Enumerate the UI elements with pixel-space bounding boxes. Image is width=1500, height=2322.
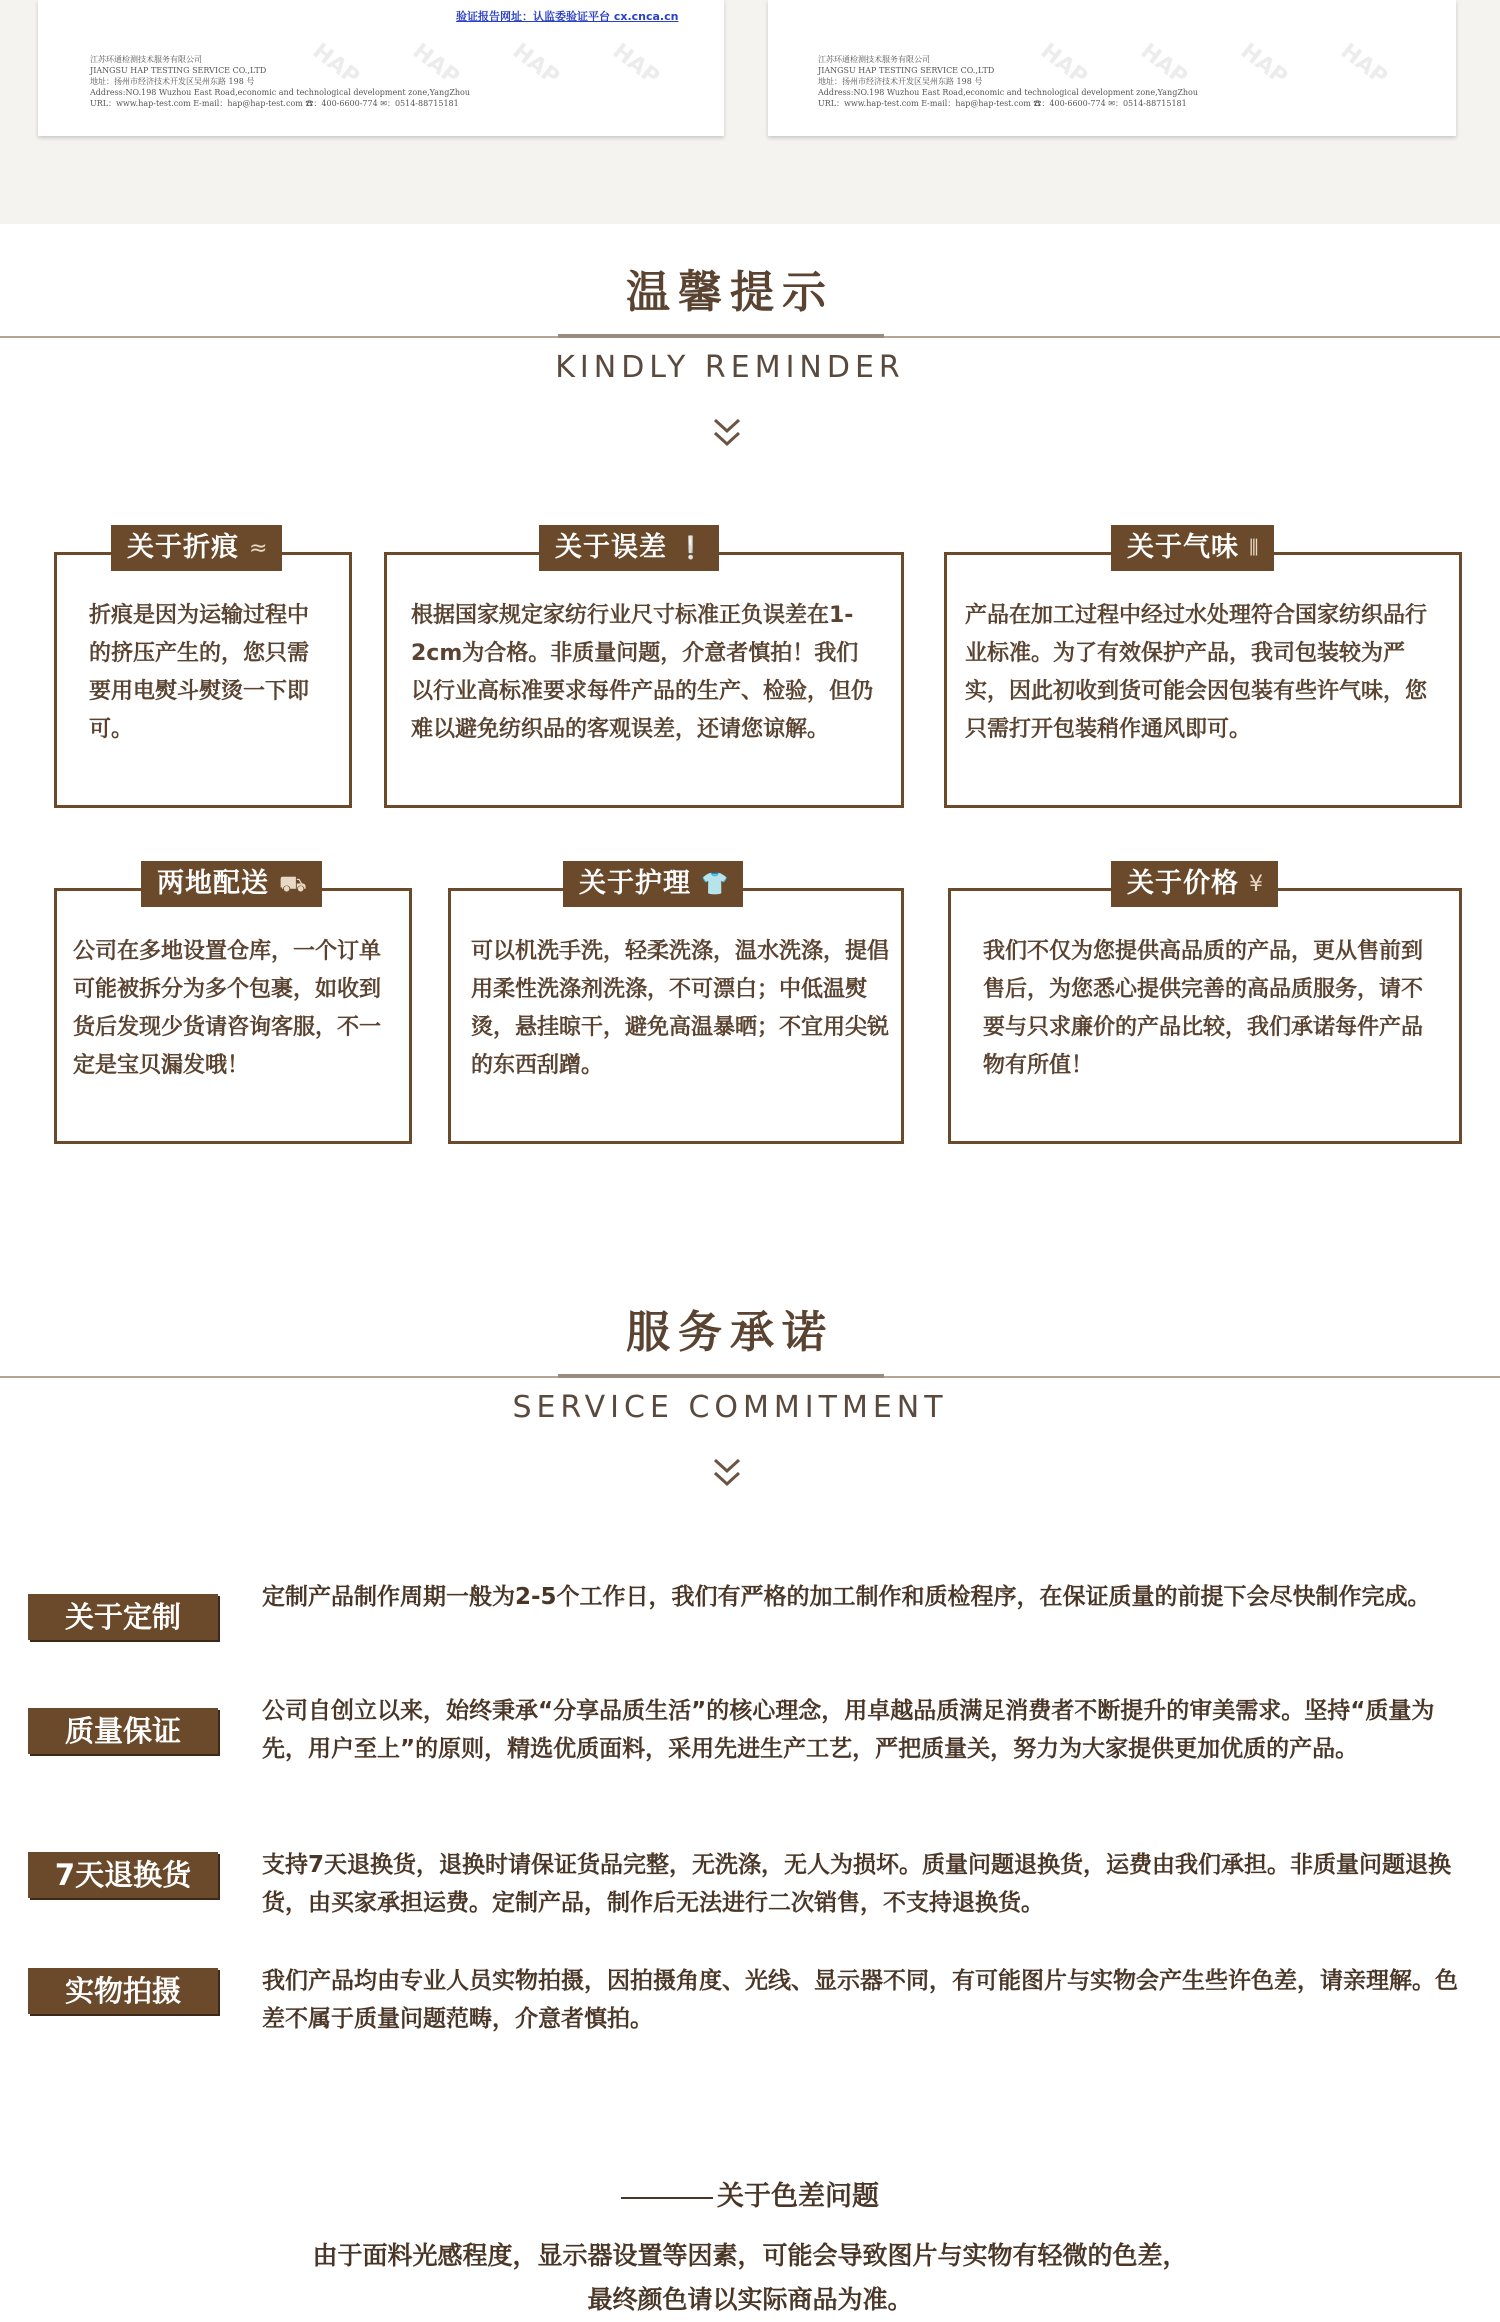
reminder-card-care [448,868,904,1144]
card-title-tab: 关于价格 ¥ [1111,861,1278,907]
card-title-tab: 关于气味 ⦀ [1111,525,1274,571]
certificate-footer: 江苏环通检测技术服务有限公司 JIANGSU HAP TESTING SERVICE CO.,LTD 地址：扬州市经济技术开发区吴州东路 198 号 Address:NO.198 Wuzhou East Road,economic and technological development zone,YangZhou URL：www.hap-test.com E-mail：hap@hap-test.com ☎：400-6600-774 ✉：0514-88715181 [818,55,1198,108]
service-label: 关于定制 [28,1594,218,1640]
truck-icon: ⛟ [279,871,308,897]
service-label: 实物拍摄 [28,1968,218,2014]
test-certificate-left [38,0,724,136]
card-text: 折痕是因为运输过程中的挤压产生的，您只需要用电熨斗熨烫一下即可。 [89,603,310,742]
watermark: HAP [1135,38,1192,91]
certificate-footer: 江苏环通检测技术服务有限公司 JIANGSU HAP TESTING SERVICE CO.,LTD 地址：扬州市经济技术开发区吴州东路 198 号 Address:NO.198 Wuzhou East Road,economic and technological development zone,YangZhou URL：www.hap-test.com E-mail：hap@hap-test.com ☎：400-6600-774 ✉：0514-88715181 [90,55,470,108]
color-note-body: 由于面料光感程度，显示器设置等因素，可能会导致图片与实物有轻微的色差， 最终颜色请以实际商品为准。 [312,2241,1188,2314]
service-label: 7天退换货 [28,1852,218,1898]
reminder-card-delivery [54,868,412,1144]
watermark: HAP [507,38,564,91]
title-dash [621,2197,713,2199]
watermark: HAP [407,38,464,91]
service-text: 我们产品均由专业人员实物拍摄，因拍摄角度、光线、显示器不同，有可能图片与实物会产生些许色差，请亲理解。色差不属于质量问题范畴，介意者慎拍。 [262,1968,1458,2032]
divider-accent [558,1374,884,1378]
section-title-zh: 温馨提示 [626,267,834,318]
certificate-strip [0,0,1500,224]
section-title-en: SERVICE COMMITMENT [512,1390,948,1425]
watermark: HAP [307,38,364,91]
service-label: 质量保证 [28,1708,218,1754]
card-text: 根据国家规定家纺行业尺寸标准正负误差在1-2cm为合格。非质量问题，介意者慎拍！我们以行业高标准要求每件产品的生产、检验，但仍难以避免纺织品的客观误差，还请您谅解。 [411,603,874,742]
service-text: 支持7天退换货，退换时请保证货品完整，无洗涤，无人为损坏。质量问题退换货，运费由我们承担。非质量问题退换货，由买家承担运费。定制产品，制作后无法进行二次销售，不支持退换货。 [262,1852,1452,1916]
card-text: 可以机洗手洗，轻柔洗涤，温水洗涤，提倡用柔性洗涤剂洗涤，不可漂白；中低温熨烫，悬挂晾干，避免高温暴晒；不宜用尖锐的东西刮蹭。 [471,939,890,1078]
watermark: HAP [1335,38,1392,91]
double-chevron-down-icon [712,416,742,448]
shirt-icon: 👕 [701,871,730,897]
exclamation-icon: ❕ [677,535,706,561]
card-text: 产品在加工过程中经过水处理符合国家纺织品行业标准。为了有效保护产品，我司包装较为严实，因此初收到货可能会因包装有些许气味，您只需打开包装稍作通风即可。 [965,603,1428,742]
yen-icon: ¥ [1249,871,1264,897]
wave-icon: ≈ [249,535,269,561]
card-text: 公司在多地设置仓库，一个订单可能被拆分为多个包裹，如收到货后发现少货请咨询客服，不一定是宝贝漏发哦！ [73,939,382,1078]
watermark: HAP [607,38,664,91]
divider-accent [558,334,884,338]
card-title-tab: 关于护理 👕 [563,861,743,907]
color-note-title: 关于色差问题 [0,2174,1500,2213]
card-title-tab: 两地配送 ⛟ [141,861,322,907]
reminder-card-crease [54,532,352,808]
service-text: 公司自创立以来，始终秉承“分享品质生活”的核心理念，用卓越品质满足消费者不断提升的审美需求。坚持“质量为先，用户至上”的原则，精选优质面料，采用先进生产工艺，严把质量关，努力为大家提供更加优质的产品。 [262,1698,1435,1762]
reminder-card-odor [944,532,1462,808]
verification-link[interactable]: 验证报告网址：认监委验证平台 cx.cnca.cn [456,10,679,23]
section-title-en: KINDLY REMINDER [555,350,905,385]
vapor-icon: ⦀ [1249,535,1260,561]
double-chevron-down-icon [712,1456,742,1488]
watermark: HAP [1235,38,1292,91]
reminder-card-price [948,868,1462,1144]
section-title-zh: 服务承诺 [626,1307,834,1358]
card-title-tab: 关于误差 ❕ [539,525,719,571]
test-certificate-right [768,0,1456,136]
watermark: HAP [1035,38,1092,91]
card-title-tab: 关于折痕 ≈ [111,525,282,571]
service-text: 定制产品制作周期一般为2-5个工作日，我们有严格的加工制作和质检程序，在保证质量的前提下会尽快制作完成。 [262,1584,1431,1610]
reminder-card-error [384,532,904,808]
card-text: 我们不仅为您提供高品质的产品，更从售前到售后，为您悉心提供完善的高品质服务，请不要与只求廉价的产品比较，我们承诺每件产品物有所值！ [983,939,1424,1078]
